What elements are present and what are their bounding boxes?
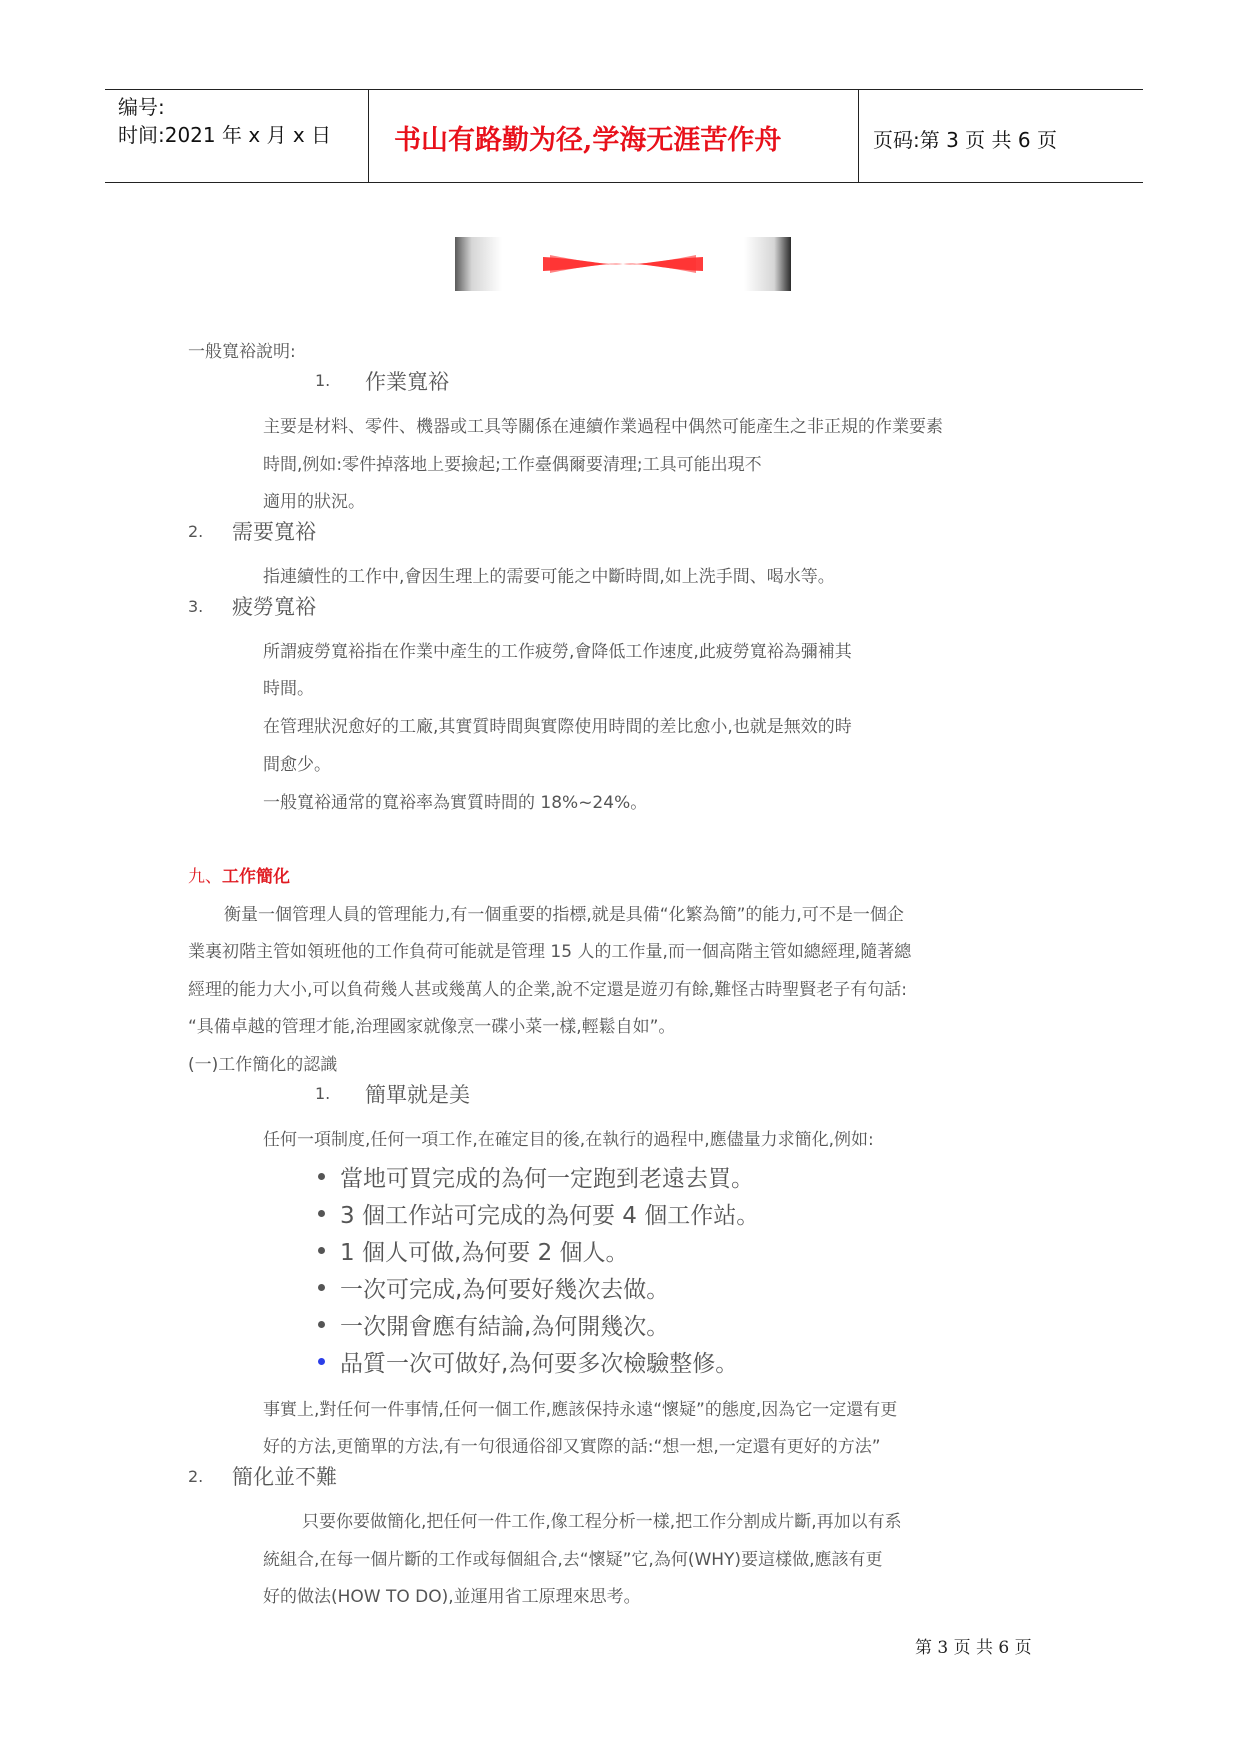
page-footer: 第 3 页 共 6 页 [915, 1638, 1032, 1658]
decorative-emblem [455, 237, 791, 291]
bullet-item: 3 個工作站可完成的為何要 4 個工作站。 [340, 1203, 760, 1229]
header-page-label: 页码:第 3 页 共 6 页 [873, 128, 1057, 152]
simplification-item-2-line: 只要你要做簡化,把任何一件工作,像工程分析一樣,把工作分割成片斷,再加以有系 [302, 1512, 902, 1532]
bullet-item: 當地可買完成的為何一定跑到老遠去買。 [340, 1166, 754, 1192]
header-divider-left [368, 89, 369, 183]
allowance-item-3-line: 所謂疲勞寬裕指在作業中產生的工作疲勞,會降低工作速度,此疲勞寬裕為彌補其 [263, 642, 852, 662]
doc-time-label: 时间:2021 年 x 月 x 日 [118, 123, 332, 147]
simplification-item-2-line: 好的做法(HOW TO DO),並運用省工原理來思考。 [263, 1587, 641, 1607]
bullet-item: 一次可完成,為何要好幾次去做。 [340, 1277, 670, 1303]
bullet-dot-icon [318, 1284, 325, 1291]
simplification-item-2-title: 簡化並不難 [232, 1465, 337, 1489]
allowance-item-1-number: 1. [315, 371, 331, 390]
section-9-intro-line: 衡量一個管理人員的管理能力,有一個重要的指標,就是具備“化繁為簡”的能力,可不是一個企 [224, 905, 904, 925]
allowance-item-3-line: 一般寬裕通常的寬裕率為實質時間的 18%~24%。 [263, 793, 648, 813]
allowance-item-3-line: 間愈少。 [263, 755, 331, 775]
bullet-dot-icon [318, 1247, 325, 1254]
bullet-dot-icon [318, 1210, 325, 1217]
work-simplification-subheading: (一)工作簡化的認識 [188, 1055, 338, 1075]
simplification-item-1-number: 1. [315, 1084, 331, 1103]
bullet-dot-icon [318, 1358, 325, 1365]
allowance-item-1-line: 適用的狀況。 [263, 492, 365, 512]
allowance-item-2-title: 需要寬裕 [232, 520, 316, 544]
allowance-item-3-line: 在管理狀況愈好的工廠,其實質時間與實際使用時間的差比愈小,也就是無效的時 [263, 717, 852, 737]
bullet-dot-icon [318, 1173, 325, 1180]
red-cross-icon [455, 237, 791, 291]
allowance-heading: 一般寬裕說明: [188, 342, 296, 362]
allowance-item-2-number: 2. [188, 522, 204, 541]
bullet-dot-icon [318, 1321, 325, 1328]
section-9-heading [188, 862, 290, 887]
simplification-item-1-after: 事實上,對任何一件事情,任何一個工作,應該保持永遠“懷疑”的態度,因為它一定還有更 [263, 1400, 898, 1420]
allowance-item-1-line: 主要是材料、零件、機器或工具等關係在連續作業過程中偶然可能產生之非正規的作業要素 [263, 417, 943, 437]
header-top-rule [105, 89, 1143, 90]
allowance-item-3-number: 3. [188, 597, 204, 616]
section-9-intro-line: 經理的能力大小,可以負荷幾人甚或幾萬人的企業,說不定還是遊刃有餘,難怪古時聖賢老子有句話: [188, 980, 907, 1000]
allowance-item-3-line: 時間。 [263, 679, 314, 699]
section-9-title: 工作簡化 [222, 867, 290, 887]
simplification-item-1-after: 好的方法,更簡單的方法,有一句很通俗卻又實際的話:“想一想,一定還有更好的方法” [263, 1437, 881, 1457]
allowance-item-1-title: 作業寬裕 [365, 370, 449, 394]
allowance-item-2-line: 指連續性的工作中,會因生理上的需要可能之中斷時間,如上洗手間、喝水等。 [263, 567, 835, 587]
section-9-intro-line: “具備卓越的管理才能,治理國家就像烹一碟小菜一樣,輕鬆自如”。 [188, 1017, 676, 1037]
bullet-item-highlight: 品質一次可做好,為何要多次檢驗整修。 [340, 1351, 739, 1377]
section-9-prefix: 九、 [188, 867, 222, 887]
allowance-item-1-line: 時間,例如:零件掉落地上要撿起;工作臺偶爾要清理;工具可能出現不 [263, 455, 762, 475]
simplification-item-2-line: 統組合,在每一個片斷的工作或每個組合,去“懷疑”它,為何(WHY)要這樣做,應該有更 [263, 1550, 883, 1570]
simplification-item-1-title: 簡單就是美 [365, 1083, 470, 1107]
simplification-item-2-number: 2. [188, 1467, 204, 1486]
allowance-item-3-title: 疲勞寬裕 [232, 595, 316, 619]
section-9-intro-line: 業裏初階主管如領班他的工作負荷可能就是管理 15 人的工作量,而一個高階主管如總經理,隨著總 [188, 942, 912, 962]
simplification-item-1-lead: 任何一項制度,任何一項工作,在確定目的後,在執行的過程中,應儘量力求簡化,例如: [263, 1130, 874, 1150]
header-motto: 书山有路勤为径,学海无涯苦作舟 [394, 125, 782, 156]
bullet-item: 一次開會應有結論,為何開幾次。 [340, 1314, 670, 1340]
bullet-item: 1 個人可做,為何要 2 個人。 [340, 1240, 629, 1266]
header-divider-right [858, 89, 859, 183]
header-bottom-rule [105, 182, 1143, 183]
doc-number-label: 编号: [118, 95, 165, 119]
